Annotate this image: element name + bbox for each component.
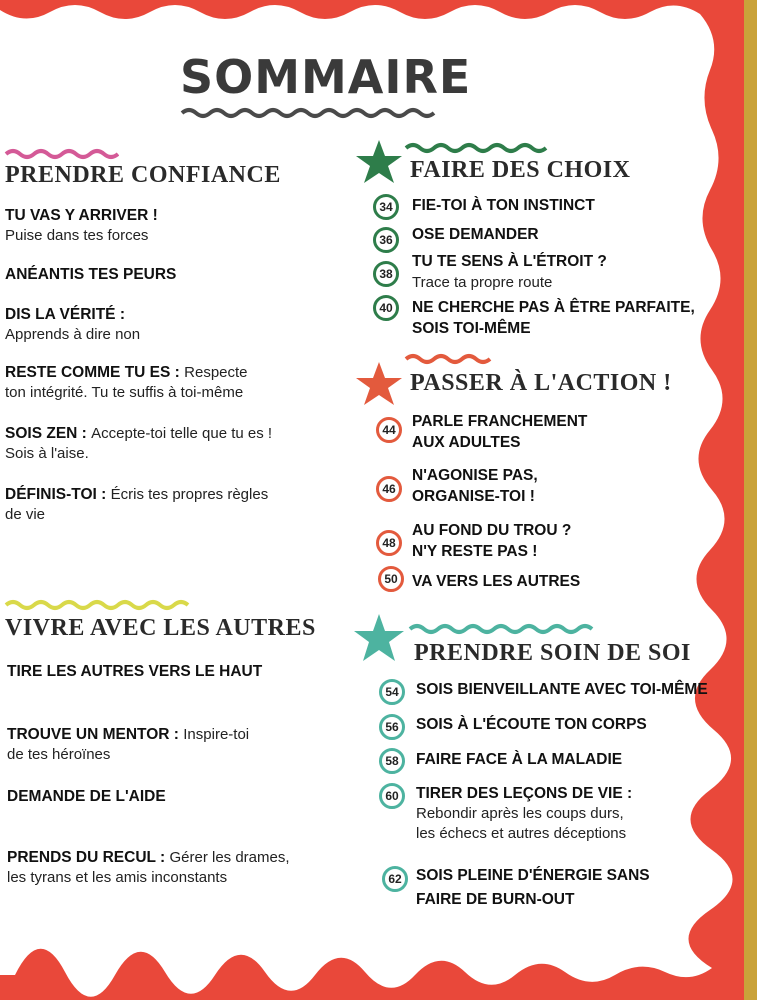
star-icon [354,360,404,408]
page-number-badge: 50 [378,566,404,592]
toc-entry-sub: Rebondir après les coups durs, [416,805,624,822]
toc-entry-sub: Trace ta propre route [412,274,553,291]
section-wave-orange [404,352,496,366]
page-number-badge: 44 [376,417,402,443]
toc-entry-line2: N'Y RESTE PAS ! [412,543,538,560]
toc-entry-sub: de vie [5,506,46,523]
toc-entry-sub: les tyrans et les amis inconstants [7,869,228,886]
toc-entry[interactable]: DEMANDE DE L'AIDE [7,788,166,805]
page-number-badge: 60 [379,783,405,809]
section-wave-teal [408,622,598,636]
title-wave [180,106,440,120]
toc-entry-line2: AUX ADULTES [412,434,521,451]
toc-entry-sub: Sois à l'aise. [5,445,89,462]
toc-entry-sub: Apprends à dire non [5,326,141,343]
toc-entry[interactable]: RESTE COMME TU ES : Respecte [5,364,248,381]
star-icon [354,138,404,186]
toc-entry-line2: ORGANISE-TOI ! [412,488,535,505]
section-title-passer-a-l-action: PASSER À L'ACTION ! [410,370,672,396]
page-number-badge: 36 [373,227,399,253]
section-wave-pink [4,147,119,161]
toc-entry[interactable]: PARLE FRANCHEMENT [412,413,588,430]
toc-entry[interactable]: AU FOND DU TROU ? [412,522,572,539]
toc-entry-sub: Puise dans tes forces [5,227,149,244]
section-title-faire-des-choix: FAIRE DES CHOIX [410,157,631,183]
toc-entry[interactable]: DÉFINIS-TOI : Écris tes propres règles [5,486,269,503]
page-number-badge: 34 [373,194,399,220]
page-number-badge: 54 [379,679,405,705]
section-wave-yellow [4,598,194,612]
toc-entry[interactable]: TIRE LES AUTRES VERS LE HAUT [7,663,263,680]
page-number-badge: 40 [373,295,399,321]
toc-entry-line2: FAIRE DE BURN-OUT [416,891,575,908]
page-number-badge: 56 [379,714,405,740]
toc-entry[interactable]: TU TE SENS À L'ÉTROIT ? [412,253,607,270]
toc-entry-sub: de tes héroïnes [7,746,111,763]
toc-entry[interactable]: TROUVE UN MENTOR : Inspire-toi [7,726,250,743]
toc-entry-line2: SOIS TOI-MÊME [412,320,531,337]
toc-entry[interactable]: OSE DEMANDER [412,226,539,243]
toc-entry[interactable]: SOIS BIENVEILLANTE AVEC TOI-MÊME [416,681,708,698]
toc-entry[interactable]: SOIS PLEINE D'ÉNERGIE SANS [416,867,650,884]
toc-entry[interactable]: SOIS À L'ÉCOUTE TON CORPS [416,716,647,733]
toc-entry[interactable]: NE CHERCHE PAS À ÊTRE PARFAITE, [412,299,695,316]
section-wave-green [404,141,549,155]
toc-entry[interactable]: PRENDS DU RECUL : Gérer les drames, [7,849,290,866]
toc-entry[interactable]: DIS LA VÉRITÉ : [5,306,125,323]
section-title-prendre-soin-de-soi: PRENDRE SOIN DE SOI [414,640,691,666]
page-number-badge: 38 [373,261,399,287]
page-number-badge: 58 [379,748,405,774]
toc-entry-sub: les échecs et autres déceptions [416,825,627,842]
toc-entry[interactable]: FAIRE FACE À LA MALADIE [416,751,623,768]
star-icon [352,612,406,664]
section-title-prendre-confiance: PRENDRE CONFIANCE [5,162,281,188]
toc-entry[interactable]: N'AGONISE PAS, [412,467,538,484]
toc-entry[interactable]: TU VAS Y ARRIVER ! [5,207,158,224]
toc-entry[interactable]: ANÉANTIS TES PEURS [5,266,177,283]
section-title-vivre-avec-les-autres: VIVRE AVEC LES AUTRES [5,615,316,641]
toc-entry[interactable]: VA VERS LES AUTRES [412,573,581,590]
page-title: SOMMAIRE [180,50,472,104]
toc-entry[interactable]: TIRER DES LEÇONS DE VIE : [416,785,633,802]
page-number-badge: 48 [376,530,402,556]
page-number-badge: 62 [382,866,408,892]
toc-entry[interactable]: FIE-TOI À TON INSTINCT [412,197,595,214]
toc-entry[interactable]: SOIS ZEN : Accepte-toi telle que tu es ! [5,425,273,442]
toc-entry-sub: ton intégrité. Tu te suffis à toi-même [5,384,244,401]
page-number-badge: 46 [376,476,402,502]
